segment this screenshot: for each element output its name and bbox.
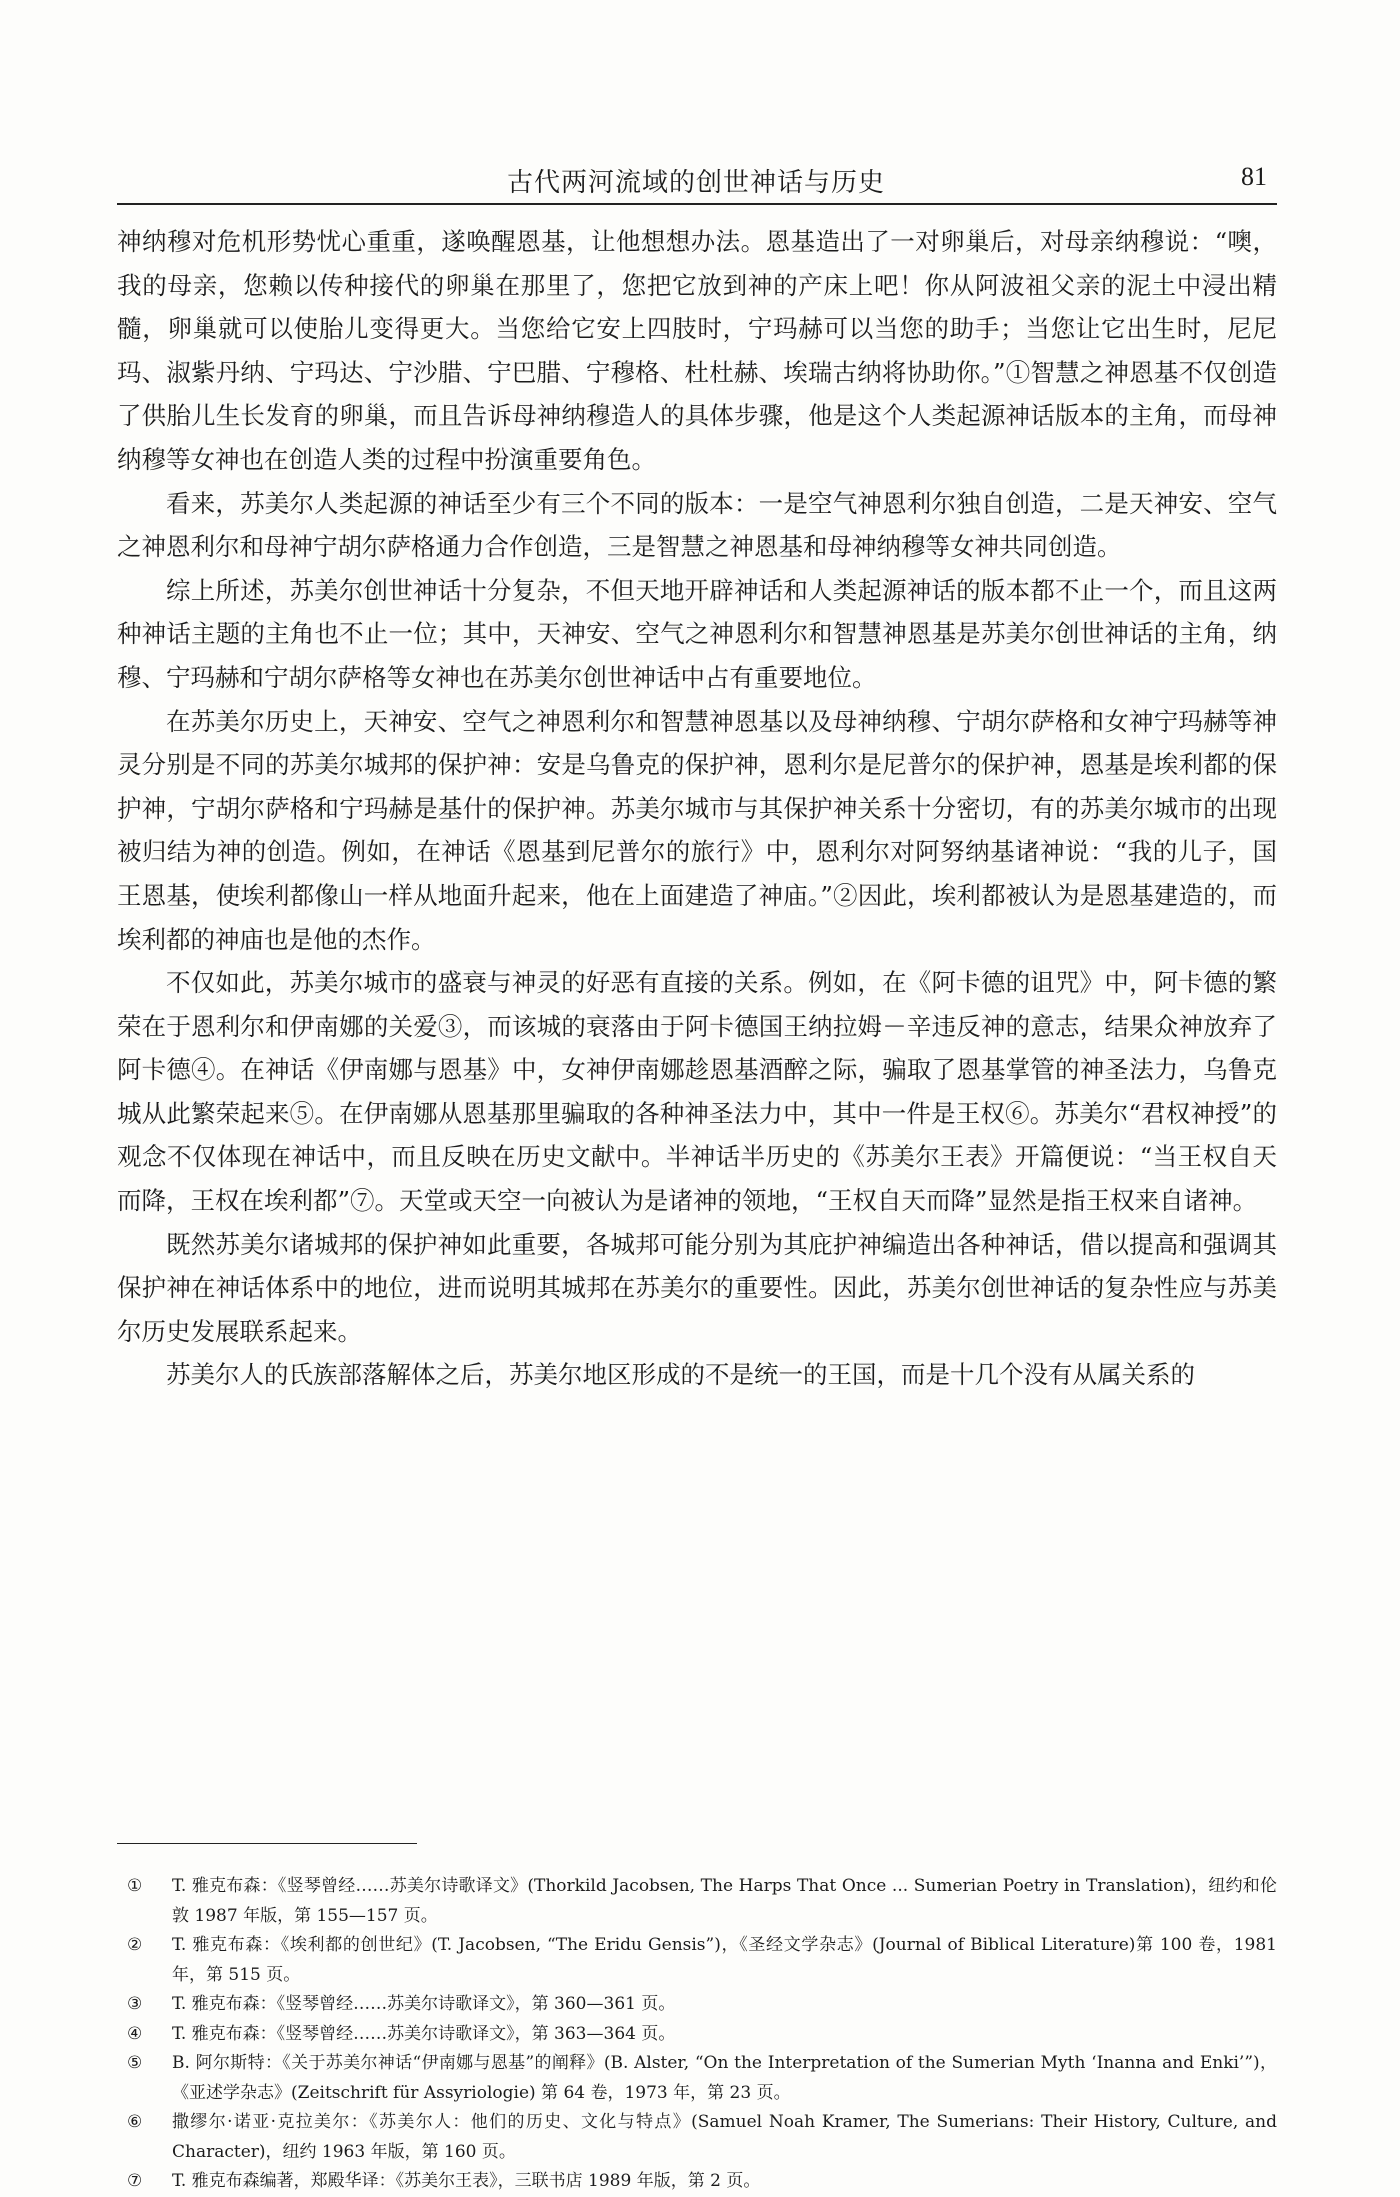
- footnote-mark: ③: [127, 1994, 143, 2014]
- paragraph: 苏美尔人的氏族部落解体之后，苏美尔地区形成的不是统一的王国，而是十几个没有从属关系的: [166, 1360, 1195, 1390]
- footnote-mark: ⑦: [127, 2171, 143, 2191]
- header-rule: [117, 203, 1277, 205]
- running-header: [117, 162, 1275, 200]
- footnotes: [117, 1872, 1277, 2197]
- footnote: [117, 1990, 1277, 2020]
- footnote-text: B. 阿尔斯特：《关于苏美尔神话“伊南娜与恩基”的阐释》(B. Alster, “On the Interpretation of the Sumerian Myth ‘Inanna and Enki’”)，《亚述学杂志》(Zeitschrift für Assyriologie) 第 64 卷，1973 年，第 23 页。: [172, 2053, 1277, 2103]
- footnote: [117, 2049, 1277, 2108]
- footnote-text: T. 雅克布森：《埃利都的创世纪》(T. Jacobsen, “The Eridu Gensis”)，《圣经文学杂志》(Journal of Biblical Literature)第 100 卷，1981 年，第 515 页。: [172, 1935, 1277, 1985]
- page-number: 81: [1241, 162, 1267, 191]
- paragraph: 神纳穆对危机形势忧心重重，遂唤醒恩基，让他想想办法。恩基造出了一对卵巢后，对母亲纳穆说：“噢，我的母亲，您赖以传种接代的卵巢在那里了，您把它放到神的产床上吧！你从阿波祖父亲的泥土中浸出精髓，卵巢就可以使胎儿变得更大。当您给它安上四肢时，宁玛赫可以当您的助手；当您让它出生时，尼尼玛、淑紫丹纳、宁玛达、宁沙腊、宁巴腊、宁穆格、杜杜赫、埃瑞古纳将协助你。”①智慧之神恩基不仅创造了供胎儿生长发育的卵巢，而且告诉母神纳穆造人的具体步骤，他是这个人类起源神话版本的主角，而母神纳穆等女神也在创造人类的过程中扮演重要角色。: [117, 227, 1277, 474]
- footnote-mark: ⑥: [127, 2112, 143, 2132]
- body-text: [117, 220, 1277, 1397]
- footnote-mark: ⑤: [127, 2053, 143, 2073]
- footnote-text: T. 雅克布森编著，郑殿华译：《苏美尔王表》，三联书店 1989 年版，第 2 页。: [172, 2171, 761, 2191]
- footnote-text: T. 雅克布森：《竖琴曾经……苏美尔诗歌译文》(Thorkild Jacobsen, The Harps That Once ... Sumerian Poetry in Translation)，纽约和伦敦 1987 年版，第 155—157 页。: [172, 1876, 1277, 1926]
- footnote-text: 撒缪尔·诺亚·克拉美尔：《苏美尔人：他们的历史、文化与特点》(Samuel Noah Kramer, The Sumerians: Their History, Culture, and Character)，纽约 1963 年版，第 160 页。: [172, 2112, 1277, 2162]
- footnote: [117, 2020, 1277, 2050]
- footnote: [117, 1931, 1277, 1990]
- footnote-rule: [117, 1843, 417, 1844]
- footnote-text: T. 雅克布森：《竖琴曾经……苏美尔诗歌译文》，第 360—361 页。: [172, 1994, 676, 2014]
- footnote-text: T. 雅克布森：《竖琴曾经……苏美尔诗歌译文》，第 363—364 页。: [172, 2023, 676, 2044]
- footnote: [117, 2167, 1277, 2197]
- footnote-mark: ④: [127, 2023, 143, 2044]
- footnote-mark: ②: [127, 1935, 143, 1955]
- paragraph: 看来，苏美尔人类起源的神话至少有三个不同的版本：一是空气神恩利尔独自创造，二是天神安、空气之神恩利尔和母神宁胡尔萨格通力合作创造，三是智慧之神恩基和母神纳穆等女神共同创造。: [117, 488, 1277, 562]
- paragraph: 不仅如此，苏美尔城市的盛衰与神灵的好恶有直接的关系。例如，在《阿卡德的诅咒》中，阿卡德的繁荣在于恩利尔和伊南娜的关爱③，而该城的衰落由于阿卡德国王纳拉姆－辛违反神的意志，结果众神放弃了阿卡德④。在神话《伊南娜与恩基》中，女神伊南娜趁恩基酒醉之际，骗取了恩基掌管的神圣法力，乌鲁克城从此繁荣起来⑤。在伊南娜从恩基那里骗取的各种神圣法力中，其中一件是王权⑥。苏美尔“君权神授”的观念不仅体现在神话中，而且反映在历史文献中。半神话半历史的《苏美尔王表》开篇便说：“当王权自天而降，王权在埃利都”⑦。天堂或天空一向被认为是诸神的领地，“王权自天而降”显然是指王权来自诸神。: [117, 968, 1277, 1216]
- paragraph: 既然苏美尔诸城邦的保护神如此重要，各城邦可能分别为其庇护神编造出各种神话，借以提高和强调其保护神在神话体系中的地位，进而说明其城邦在苏美尔的重要性。因此，苏美尔创世神话的复杂性应与苏美尔历史发展联系起来。: [117, 1229, 1277, 1346]
- footnote: [117, 2108, 1277, 2167]
- paragraph: 在苏美尔历史上，天神安、空气之神恩利尔和智慧神恩基以及母神纳穆、宁胡尔萨格和女神宁玛赫等神灵分别是不同的苏美尔城邦的保护神：安是乌鲁克的保护神，恩利尔是尼普尔的保护神，恩基是埃利都的保护神，宁胡尔萨格和宁玛赫是基什的保护神。苏美尔城市与其保护神关系十分密切，有的苏美尔城市的出现被归结为神的创造。例如，在神话《恩基到尼普尔的旅行》中，恩利尔对阿努纳基诸神说：“我的儿子，国王恩基，使埃利都像山一样从地面升起来，他在上面建造了神庙。”②因此，埃利都被认为是恩基建造的，而埃利都的神庙也是他的杰作。: [117, 706, 1277, 954]
- footnote: [117, 1872, 1277, 1931]
- running-title: 古代两河流域的创世神话与历史: [506, 168, 885, 198]
- paragraph: 综上所述，苏美尔创世神话十分复杂，不但天地开辟神话和人类起源神话的版本都不止一个，而且这两种神话主题的主角也不止一位；其中，天神安、空气之神恩利尔和智慧神恩基是苏美尔创世神话的主角，纳穆、宁玛赫和宁胡尔萨格等女神也在苏美尔创世神话中占有重要地位。: [117, 575, 1277, 692]
- footnote-mark: ①: [127, 1876, 143, 1896]
